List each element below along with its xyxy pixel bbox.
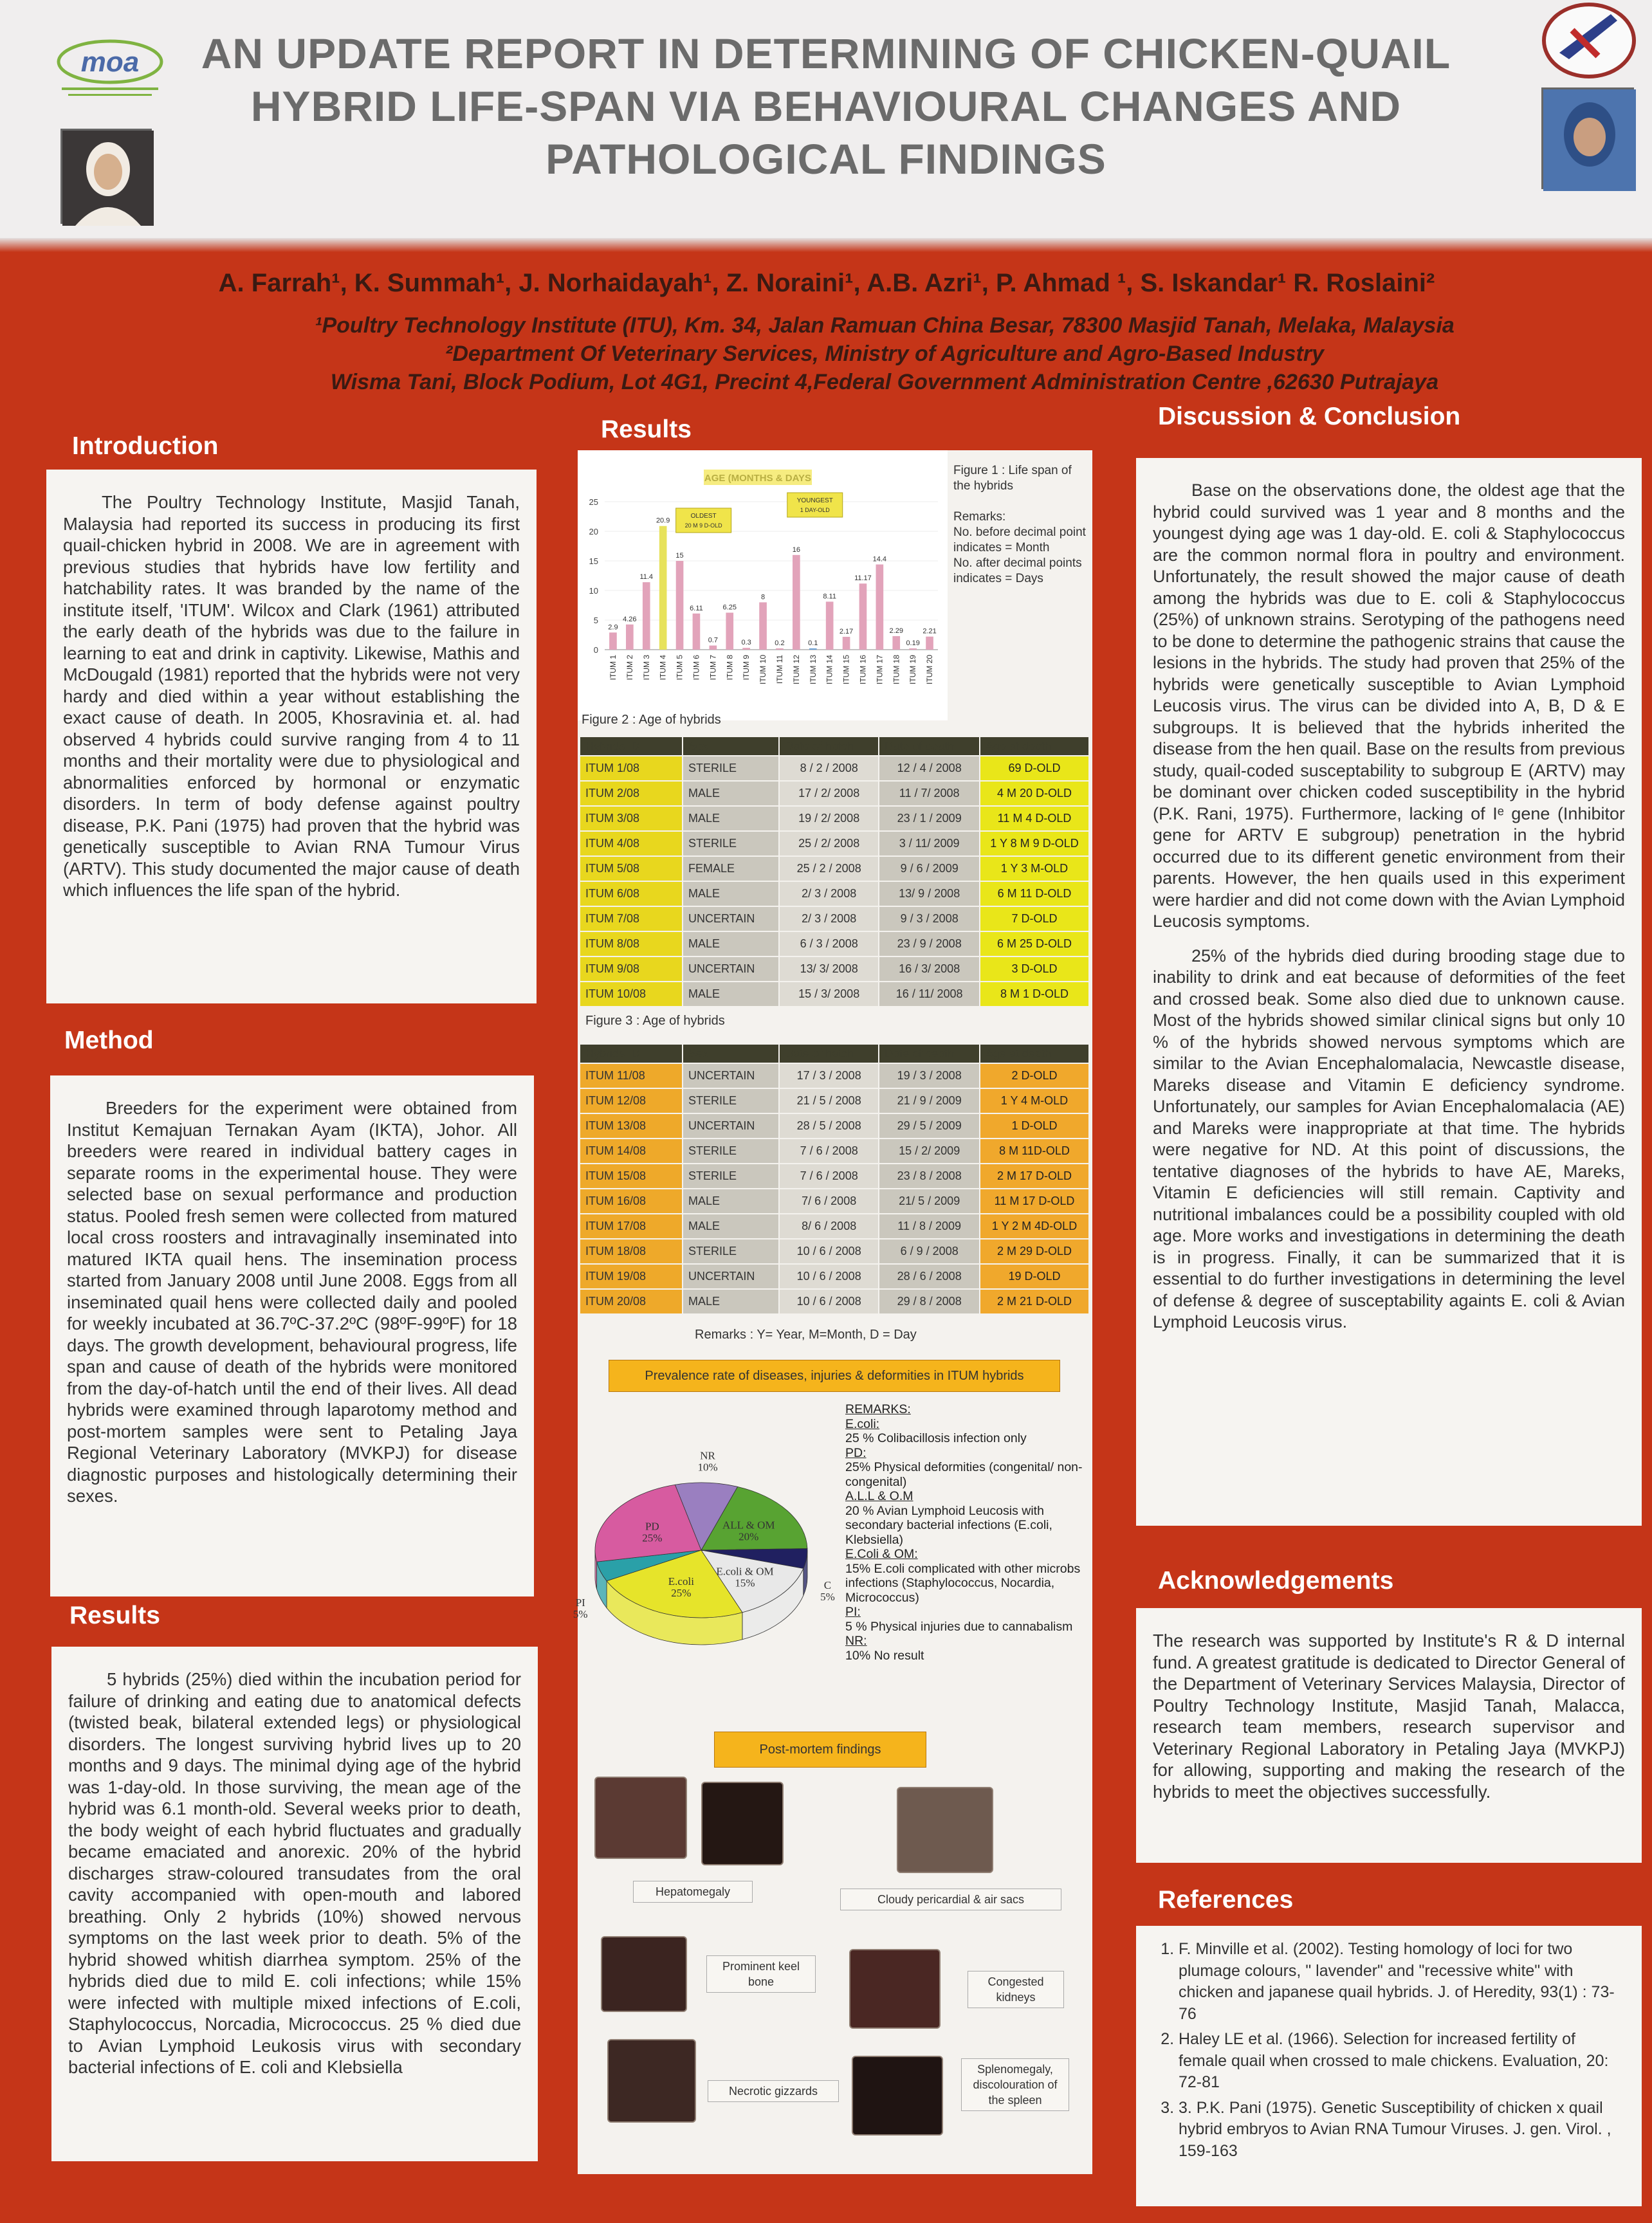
bar [843, 637, 850, 650]
heart-photo [701, 1782, 784, 1865]
figure1-remarks-title: Remarks: [953, 510, 1006, 524]
bar [809, 648, 817, 650]
table-cell: 2 M 29 D-OLD [980, 1239, 1089, 1264]
remark-value: 25 % Colibacillosis infection only [845, 1431, 1027, 1445]
table-row [580, 931, 1089, 956]
affiliation-1: ¹Poultry Technology Institute (ITU), Km. 34, Jalan Ramuan China Besar, 78300 Masjid Tanah, Melaka, Malaysia [315, 313, 1455, 338]
remark-value: 10% No result [845, 1648, 924, 1663]
table-header-row [580, 1044, 1089, 1063]
x-tick-label: ITUM 1 [608, 655, 618, 681]
pie-percent: 10% [697, 1461, 718, 1474]
table-cell: ITUM 16/08 [580, 1189, 683, 1214]
table-cell: ITUM 1/08 [580, 756, 683, 781]
table-cell: 10 / 6 / 2008 [779, 1239, 879, 1264]
pie-percent: 5% [573, 1608, 588, 1621]
table-cell: ITUM 12/08 [580, 1088, 683, 1113]
table-row [580, 806, 1089, 831]
table-cell: STERILE [683, 1139, 779, 1164]
table-cell: ITUM 19/08 [580, 1264, 683, 1289]
references-box [1136, 1926, 1642, 2206]
remark-value: 20 % Avian Lymphoid Leucosis with secondary bacterial infections (E.coli, Klebsiella) [845, 1503, 1052, 1547]
data-label: 14.4 [872, 555, 887, 563]
remark-key: PI: [845, 1605, 861, 1619]
spleen-photo [852, 2056, 943, 2136]
table-cell: 10 / 6 / 2008 [779, 1264, 879, 1289]
figure1-caption: Figure 1 : Life span of the hybrids [953, 464, 1072, 493]
remark-key: E.coli: [845, 1416, 880, 1431]
kidneys-photo [849, 1949, 941, 2029]
x-tick-label: ITUM 8 [725, 655, 735, 681]
table-row [580, 1164, 1089, 1189]
table-cell: 17 / 3 / 2008 [779, 1063, 879, 1088]
table-cell: 6 / 3 / 2008 [779, 931, 879, 956]
data-label: 8.11 [823, 592, 836, 601]
table-cell: 21 / 5 / 2008 [779, 1088, 879, 1113]
data-label: 8 [760, 593, 766, 601]
table-header-cell: Sex [683, 1044, 779, 1063]
y-tick-label: 0 [593, 645, 598, 655]
table-cell: 6 M 11 D-OLD [980, 881, 1089, 906]
table-cell: UNCERTAIN [683, 906, 779, 931]
table-row [580, 1289, 1089, 1314]
table-header-cell: Hybrids ID [580, 1044, 683, 1063]
table-header-cell: Date of hatch [779, 1044, 879, 1063]
table-header-cell: Age at death [980, 736, 1089, 756]
table-cell: ITUM 7/08 [580, 906, 683, 931]
authors: A. Farrah¹, K. Summah¹, J. Norhaidayah¹, Z. Noraini¹, A.B. Azri¹, P. Ahmad ¹, S. Iskandar¹ R. Roslaini² [218, 269, 1435, 297]
chart-title-background [704, 470, 812, 485]
bar [859, 583, 867, 650]
table-cell: ITUM 4/08 [580, 831, 683, 856]
table-cell: ITUM 15/08 [580, 1164, 683, 1189]
annotation-box [787, 493, 843, 517]
data-label: 11.17 [854, 574, 872, 583]
table-cell: 1 Y 3 M-OLD [980, 856, 1089, 881]
label-splenomegaly: Splenomegaly, discolouration of the spleen [961, 2058, 1069, 2111]
pie-percent: 5% [820, 1590, 835, 1603]
table-cell: 21 / 9 / 2009 [879, 1088, 980, 1113]
bar [826, 601, 834, 650]
bar [726, 613, 733, 650]
table-cell: 19 D-OLD [980, 1264, 1089, 1289]
discussion-box [1136, 458, 1642, 1526]
table-cell: MALE [683, 931, 779, 956]
acknowledgements-box [1136, 1608, 1642, 1863]
table-cell: 6 M 25 D-OLD [980, 931, 1089, 956]
pie-label: PI [575, 1596, 585, 1609]
annotation-box [676, 508, 731, 533]
table-row [580, 1139, 1089, 1164]
table-cell: 29 / 8 / 2008 [879, 1289, 980, 1314]
table-cell: 1 Y 2 M 4D-OLD [980, 1214, 1089, 1239]
table-cell: 7 / 6 / 2008 [779, 1164, 879, 1189]
emblem-logo [1540, 1, 1638, 80]
banner-shadow [0, 238, 1652, 252]
table-cell: 13/ 3/ 2008 [779, 956, 879, 982]
table-cell: 23 / 1 / 2009 [879, 806, 980, 831]
table-cell: 11 M 4 D-OLD [980, 806, 1089, 831]
table-cell: 29 / 5 / 2009 [879, 1113, 980, 1139]
data-label: 15 [675, 552, 684, 560]
pie-remarks-title: REMARKS: [845, 1402, 911, 1416]
data-label: 16 [792, 545, 800, 554]
pie-label: E.coli [668, 1575, 694, 1588]
table-cell: MALE [683, 806, 779, 831]
bar [909, 648, 917, 650]
table-cell: ITUM 17/08 [580, 1214, 683, 1239]
table-cell: FEMALE [683, 856, 779, 881]
table-header-cell: Date of hatch [779, 736, 879, 756]
remark-value: 15% E.coli complicated with other microbs infections (Staphylococcus, Nocardia, Micrococcus) [845, 1561, 1081, 1605]
logo-text: moa [80, 46, 140, 78]
table-header-cell: Hybrids ID [580, 736, 683, 756]
table-cell: ITUM 2/08 [580, 781, 683, 806]
pie-percent: 15% [735, 1577, 755, 1589]
label-keel-bone: Prominent keel bone [706, 1955, 816, 1993]
bar [710, 646, 717, 650]
table-row [580, 1113, 1089, 1139]
table-row [580, 1264, 1089, 1289]
table-cell: 2/ 3 / 2008 [779, 881, 879, 906]
annotation-title: YOUNGEST [796, 497, 833, 504]
table-cell: STERILE [683, 1164, 779, 1189]
age-table-2 [579, 1043, 1090, 1315]
label-hepatomegaly: Hepatomegaly [633, 1881, 753, 1903]
table-row [580, 856, 1089, 881]
remark-key: E.Coli & OM: [845, 1547, 918, 1561]
pie-label: NR [700, 1449, 715, 1462]
results-left-box [51, 1647, 538, 2161]
pie-label: C [823, 1578, 832, 1591]
pie-label: ALL & OM [722, 1519, 775, 1532]
remark-key: A.L.L & O.M [845, 1489, 913, 1503]
table-header-cell: Date of death [879, 1044, 980, 1063]
remark-value: 5 % Physical injuries due to cannabalism [845, 1619, 1073, 1634]
x-tick-label: ITUM 2 [625, 655, 634, 681]
data-label: 2.9 [608, 623, 618, 632]
reference-item: 3. 3. P.K. Pani (1975). Genetic Susceptibility of chicken x quail hybrid embryos to Avian RNA Tumour Viruses. J. gen. Virol. , 159-163 [1179, 2098, 1625, 2163]
table-row [580, 1063, 1089, 1088]
table-cell: MALE [683, 781, 779, 806]
table-cell: STERILE [683, 1088, 779, 1113]
table-cell: 28 / 5 / 2008 [779, 1113, 879, 1139]
author-photo-right [1541, 87, 1634, 189]
y-tick-label: 10 [589, 586, 598, 596]
pie-percent: 25% [642, 1532, 663, 1544]
table-cell: ITUM 9/08 [580, 956, 683, 982]
table-cell: 11 M 17 D-OLD [980, 1189, 1089, 1214]
table-cell: 17 / 2/ 2008 [779, 781, 879, 806]
results-center-heading: Results [601, 416, 692, 443]
table-cell: ITUM 5/08 [580, 856, 683, 881]
y-tick-label: 25 [589, 497, 598, 507]
table-cell: 16 / 11/ 2008 [879, 982, 980, 1007]
gizzard-photo [607, 2039, 696, 2123]
figure1-remarks-month: No. before decimal point indicates = Month [953, 526, 1086, 554]
method-text: Breeders for the experiment were obtained from Institut Kemajuan Ternakan Ayam (IKTA), Johor. All breeders were reared in individual battery cages in separate rooms in the experimental house. They were selected base on sexual performance and production status. Pooled fresh semen were collected from matured local cross roosters and intravaginally inseminated into matured IKTA quail hens. The insemination process started from January 2008 until June 2008. Eggs from all inseminated quail hens were collected daily and pooled for weekly incubated at 36.7ºC-37.2ºC (98ºF-99ºF) for 18 days. The growth development, behavioural progress, life span and cause of death of the hybrids were monitored from the day-of-hatch until the end of their lives. All dead hybrids were examined through laparotomy method and post-mortem samples were sent to Petaling Jaya Regional Veterinary Laboratory (MVKPJ) for disease diagnostic purposes and histologically determining their sexes. [67, 1098, 517, 1506]
affiliation-3: Wisma Tani, Block Podium, Lot 4G1, Precint 4,Federal Government Administration Centre ,62630 Putrajaya [330, 370, 1439, 394]
bar [626, 625, 634, 650]
table-cell: ITUM 14/08 [580, 1139, 683, 1164]
figure3-caption: Figure 3 : Age of hybrids [585, 1014, 725, 1028]
table-header-cell: Date of death [879, 736, 980, 756]
bar [643, 582, 650, 650]
table-cell: 7 / 6 / 2008 [779, 1139, 879, 1164]
pie-label: E.coli & OM [716, 1565, 774, 1578]
table-remarks: Remarks : Y= Year, M=Month, D = Day [695, 1328, 917, 1342]
bar [892, 636, 900, 650]
x-tick-label: ITUM 18 [892, 655, 901, 685]
table-row [580, 906, 1089, 931]
reference-item: 1. F. Minville et al. (2002). Testing homology of loci for two plumage colours, " lavender" and "recessive white" with chicken and japanese quail hybrids. J. of Heredity, 93(1) : 73-76 [1179, 1939, 1625, 2025]
table-cell: ITUM 3/08 [580, 806, 683, 831]
poster-title: AN UPDATE REPORT IN DETERMINING OF CHICKEN-QUAIL HYBRID LIFE-SPAN VIA BEHAVIOURAL CHANGES AND PATHOLOGICAL FINDINGS [201, 30, 1451, 183]
annotation-title: OLDEST [690, 513, 717, 520]
introduction-heading: Introduction [72, 432, 219, 460]
x-tick-label: ITUM 12 [791, 655, 801, 685]
introduction-box [46, 470, 537, 1003]
table-cell: 15 / 2/ 2009 [879, 1139, 980, 1164]
keel-bone-photo [601, 1936, 687, 2012]
x-tick-label: ITUM 5 [675, 655, 684, 681]
x-tick-label: ITUM 16 [858, 655, 868, 685]
annotation-subtitle: 1 DAY-OLD [800, 507, 830, 513]
table-cell: 25 / 2/ 2008 [779, 831, 879, 856]
table-cell: ITUM 10/08 [580, 982, 683, 1007]
table-cell: 6 / 9 / 2008 [879, 1239, 980, 1264]
table-cell: ITUM 8/08 [580, 931, 683, 956]
table-cell: 8/ 6 / 2008 [779, 1214, 879, 1239]
bar [926, 637, 933, 650]
references-heading: References [1158, 1886, 1294, 1914]
table-header-cell: Sex [683, 736, 779, 756]
table-cell: UNCERTAIN [683, 1113, 779, 1139]
label-necrotic-gizzards: Necrotic gizzards [708, 2080, 839, 2102]
bar [659, 526, 667, 650]
table-row [580, 1088, 1089, 1113]
author-photo-left [60, 129, 152, 224]
table-cell: ITUM 6/08 [580, 881, 683, 906]
figure1-remarks-days: No. after decimal points indicates = Days [953, 556, 1082, 585]
y-tick-label: 5 [593, 616, 598, 625]
pie-label: PD [645, 1520, 659, 1533]
table-row [580, 831, 1089, 856]
pericardial-photo [897, 1787, 993, 1873]
discussion-paragraph-1: Base on the observations done, the oldest age that the hybrid could survived was 1 year and 8 months and the youngest dying age was 1 day-old. E. coli & Staphylococcus are the common normal flora in poultry and environment. Unfortunately, the result showed the major cause of death among the hybrids was due to E. coli & Staphylococcus (25%) of unknown strains. Serotyping of the pathogens need to be done to determine the pathogenic strains that cause the lesions in the hybrids. The study had proven that 25% of the hybrids were genetically susceptible to Avian Lymphoid Leucosis virus. The virus can be divided into A, B, D & E subgroups. It is believed that the hybrids inherited the disease from the hen quail. Base on the results from previous study, quail-coded susceptability to subgroup E (ARTV) may be dominant over chicken coded susceptibility in the hybrid (P.K. Rani, 1975). Furthermore, lacking of Iᵉ gene (Inhibitor gene for ARTV E subgroup) penetration in the hybrid occurred due to its different genetic environment from their parents. However, the hen quails used in this experiment were hardier and did not come down with the Avian Lymphoid Leucosis symptoms. [1153, 480, 1625, 931]
figure2-caption: Figure 2 : Age of hybrids [582, 713, 721, 727]
reference-item: 2. Haley LE et al. (1966). Selection for increased fertility of female quail when crossed to male chickens. Evaluation, 20: 72-81 [1179, 2029, 1625, 2094]
table-cell: 2 M 17 D-OLD [980, 1164, 1089, 1189]
table-cell: 9 / 3 / 2008 [879, 906, 980, 931]
x-tick-label: ITUM 17 [875, 655, 885, 685]
table-cell: MALE [683, 1289, 779, 1314]
data-label: 6.11 [690, 604, 703, 612]
data-label: 4.26 [623, 615, 637, 623]
table-row [580, 756, 1089, 781]
label-cloudy-pericardial: Cloudy pericardial & air sacs [840, 1889, 1061, 1910]
table-cell: ITUM 20/08 [580, 1289, 683, 1314]
table-row [580, 956, 1089, 982]
age-table-1 [579, 736, 1090, 1007]
bar [876, 565, 884, 650]
y-tick-label: 15 [589, 556, 598, 566]
table-row [580, 982, 1089, 1007]
table-cell: 7 D-OLD [980, 906, 1089, 931]
table-cell: MALE [683, 1189, 779, 1214]
postmortem-banner: Post-mortem findings [714, 1732, 926, 1768]
table-row [580, 1214, 1089, 1239]
table-cell: 3 / 11/ 2009 [879, 831, 980, 856]
table-cell: ITUM 11/08 [580, 1063, 683, 1088]
table-cell: 12 / 4 / 2008 [879, 756, 980, 781]
data-label: 0.7 [708, 636, 718, 645]
references-list [1153, 1939, 1625, 2162]
bar [759, 602, 767, 650]
table-cell: 11 / 7/ 2008 [879, 781, 980, 806]
table-cell: 2 M 21 D-OLD [980, 1289, 1089, 1314]
acknowledgements-heading: Acknowledgements [1158, 1567, 1394, 1595]
table-cell: 23 / 9 / 2008 [879, 931, 980, 956]
discussion-paragraph-2: 25% of the hybrids died during brooding stage due to inability to drink and eat because of deformities of the feet and crossed beak. Some also died due to unknown cause. Most of the hybrids showed similar clinical signs but only 10 % of the hybrids showed nervous symptoms which are similar to the Avian Encephalomalacia, Newcastle disease, Mareks disease and Vitamin E deficiency syndrome. Unfortunately, our samples for Avian Encephalomalacia (AE) and Mareks were inappropriate at that time. The hybrids were negative for ND. At this point of discussions, the tentative diagnoses of the hybrids to have AE, Mareks, Vitamin E deficiencies will still remain. Captivity and nutritional imbalances could be a possibility coupled with old age. More works and investigations in determining the death is in progress. Finally, it can be summarized that it is essential to do further investigations in determining the level of defense & degree of susceptability againts E. coli & Avian Lymphoid Leucosis virus. [1153, 946, 1625, 1331]
bar [776, 648, 784, 650]
table-cell: 13/ 9 / 2008 [879, 881, 980, 906]
table-cell: 7/ 6 / 2008 [779, 1189, 879, 1214]
y-tick-label: 20 [589, 527, 598, 536]
x-tick-label: ITUM 14 [825, 655, 834, 685]
table-cell: 21/ 5 / 2009 [879, 1189, 980, 1214]
x-tick-label: ITUM 11 [775, 655, 784, 684]
pie-percent: 20% [739, 1530, 759, 1543]
label-congested-kidneys: Congested kidneys [968, 1971, 1064, 2008]
x-tick-label: ITUM 9 [742, 655, 751, 681]
table-cell: 19 / 2/ 2008 [779, 806, 879, 831]
table-cell: 10 / 6 / 2008 [779, 1289, 879, 1314]
remark-key: PD: [845, 1445, 867, 1460]
acknowledgements-text: The research was supported by Institute's R & D internal fund. A greatest gratitude is dedicated to Director General of the Department of Veterinary Services Malaysia, Director of Poultry Technology Institute, Masjid Tanah, Malacca, research team members, research supervisor and Veterinary Regional Laboratory in Petaling Jaya (MVKPJ) for allowing, supporting and making the research of the hybrids to meet the objectives successfully. [1153, 1631, 1625, 1802]
data-label: 2.17 [839, 628, 854, 636]
table-row [580, 781, 1089, 806]
data-label: 20.9 [656, 517, 670, 525]
pie-percent: 25% [671, 1587, 692, 1600]
table-cell: 9 / 6 / 2009 [879, 856, 980, 881]
remark-key: NR: [845, 1634, 867, 1648]
bar [693, 614, 701, 650]
table-cell: 11 / 8 / 2009 [879, 1214, 980, 1239]
table-cell: 8 M 11D-OLD [980, 1139, 1089, 1164]
data-label: 0.2 [775, 639, 785, 647]
x-tick-label: ITUM 6 [692, 655, 701, 681]
table-cell: STERILE [683, 1239, 779, 1264]
table-cell: 4 M 20 D-OLD [980, 781, 1089, 806]
introduction-text: The Poultry Technology Institute, Masjid Tanah, Malaysia had reported its success in producing its first quail-chicken hybrid in 2008. We are in agreement with previous studies that hybrids have low fertility and hatchability rates. It was branded by the name of the institute itself, 'ITUM'. Wilcox and Clark (1961) attributed the early death of the hybrids was due to the failure in learning to eat and drink in captivity. Likewise, Mathis and McDougald (1981) reported that the hybrids were not very hardy and died within a year without establishing the exact cause of death. In 2005, Khosravinia et. al. had observed 4 hybrids could survive ranging from 4 to 11 months and their mortality were due to physiological and abnormalities enforced by hormonal or enzymatic disorders. In term of body defense against poultry disease, P.K. Pani (1975) had proven that the hybrid was genetically susceptible to Avian RNA Tumour Virus (ARTV). This study documented the major cause of death which influences the life span of the hybrid. [63, 492, 520, 900]
x-tick-label: ITUM 20 [925, 655, 935, 685]
table-cell: 1 Y 4 M-OLD [980, 1088, 1089, 1113]
results-left-heading: Results [69, 1602, 160, 1629]
prevalence-banner: Prevalence rate of diseases, injuries & deformities in ITUM hybrids [609, 1360, 1060, 1392]
table-cell: 2 D-OLD [980, 1063, 1089, 1088]
x-tick-label: ITUM 13 [808, 655, 818, 685]
affiliation-2: ²Department Of Veterinary Services, Ministry of Agriculture and Agro-Based Industry [445, 342, 1324, 366]
data-label: 2.29 [889, 627, 903, 635]
table-header-cell: Age at death [980, 1044, 1089, 1063]
table-cell: 23 / 8 / 2008 [879, 1164, 980, 1189]
discussion-heading: Discussion & Conclusion [1158, 403, 1461, 430]
bar [676, 561, 684, 650]
table-cell: 15 / 3/ 2008 [779, 982, 879, 1007]
pie-remarks [845, 1402, 1085, 1663]
x-tick-label: ITUM 7 [708, 655, 718, 681]
x-tick-label: ITUM 10 [758, 655, 768, 685]
data-label: 0.1 [808, 639, 818, 647]
table-row [580, 881, 1089, 906]
data-label: 0.19 [906, 639, 920, 647]
data-label: 11.4 [639, 573, 654, 581]
x-tick-label: ITUM 3 [641, 655, 651, 681]
table-cell: UNCERTAIN [683, 1264, 779, 1289]
table-cell: UNCERTAIN [683, 1063, 779, 1088]
table-cell: 25 / 2 / 2008 [779, 856, 879, 881]
table-cell: 3 D-OLD [980, 956, 1089, 982]
table-row [580, 1239, 1089, 1264]
table-cell: 19 / 3 / 2008 [879, 1063, 980, 1088]
table-cell: STERILE [683, 756, 779, 781]
table-cell: 69 D-OLD [980, 756, 1089, 781]
bar [793, 555, 800, 650]
annotation-subtitle: 20 M 9 D-OLD [684, 522, 722, 529]
table-cell: 28 / 6 / 2008 [879, 1264, 980, 1289]
data-label: 6.25 [722, 603, 737, 612]
bar [742, 648, 750, 650]
bar [609, 632, 617, 650]
table-row [580, 1189, 1089, 1214]
data-label: 0.3 [741, 639, 751, 647]
method-heading: Method [64, 1027, 154, 1054]
method-box [50, 1075, 534, 1596]
table-header-row [580, 736, 1089, 756]
prevalence-pie-chart [573, 1396, 843, 1698]
table-cell: MALE [683, 1214, 779, 1239]
table-cell: 8 M 1 D-OLD [980, 982, 1089, 1007]
table-cell: MALE [683, 982, 779, 1007]
table-cell: UNCERTAIN [683, 956, 779, 982]
table-cell: 2/ 3 / 2008 [779, 906, 879, 931]
x-tick-label: ITUM 19 [908, 655, 918, 685]
table-cell: 16 / 3/ 2008 [879, 956, 980, 982]
data-label: 2.21 [922, 627, 937, 636]
lifespan-bar-chart [578, 450, 948, 720]
table-cell: 1 Y 8 M 9 D-OLD [980, 831, 1089, 856]
x-tick-label: ITUM 15 [841, 655, 851, 685]
table-cell: ITUM 13/08 [580, 1113, 683, 1139]
x-tick-label: ITUM 4 [658, 655, 668, 681]
table-cell: 8 / 2 / 2008 [779, 756, 879, 781]
moa-logo [55, 36, 165, 100]
figure1-legend [953, 463, 1091, 587]
remark-value: 25% Physical deformities (congenital/ non-congenital) [845, 1460, 1083, 1489]
table-cell: STERILE [683, 831, 779, 856]
hepatomegaly-photo [594, 1777, 687, 1859]
table-cell: ITUM 18/08 [580, 1239, 683, 1264]
results-left-text: 5 hybrids (25%) died within the incubation period for failure of drinking and eating due to anatomical defects (twisted beak, bilateral extended legs) or physiological disorders. The longest surviving hybrid lives up to 20 months and 9 days. The minimal dying age of the hybrid was 1-day-old. In those surviving, the mean age of the hybrid was 6.1 month-old. Several weeks prior to death, the body weight of each hybrid fluctuates and gradually became emaciated and anorexic. 20% of the hybrid discharges straw-coloured transudates from the oral cavity accompanied with open-mouth and labored breathing. Only 2 hybrids (10%) showed nervous symptoms on the last week prior to death. 5% of the hybrid showed whitish diarrhea symptom. 25% of the hybrids died due to mild E. coli infections; while 15% were infected with multiple mixed infections of E.coli, Staphylococcus, Norcadia, Micrococcus. 25 % died due to Avian Lymphoid Leukosis virus with secondary bacterial infections of E. coli and Klebsiella [68, 1669, 521, 2077]
table-cell: MALE [683, 881, 779, 906]
table-cell: 1 D-OLD [980, 1113, 1089, 1139]
